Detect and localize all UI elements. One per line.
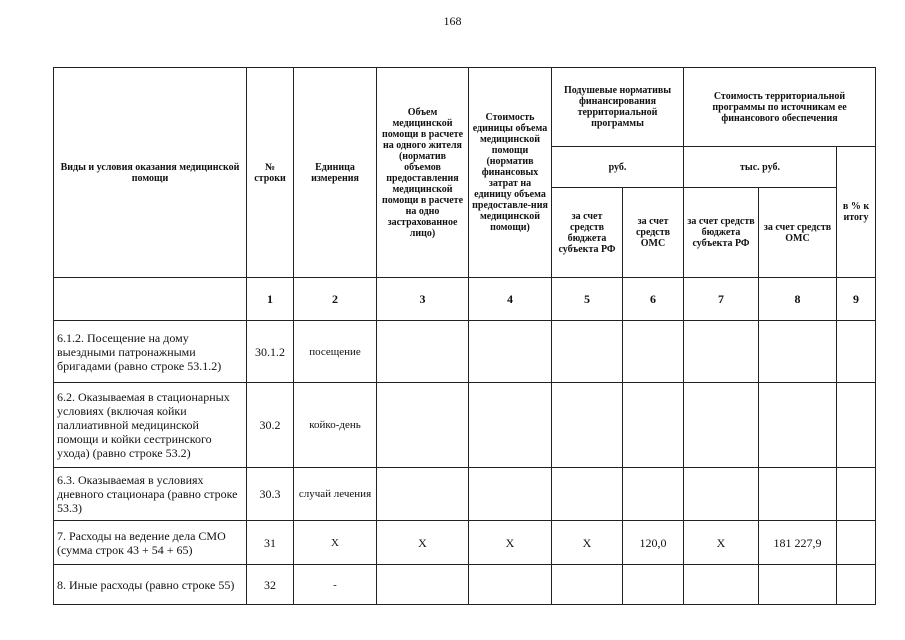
table-row bbox=[54, 321, 876, 383]
header-per-capita: Подушевые нормативы финансирования территориальной программы bbox=[552, 68, 684, 147]
column-number: 3 bbox=[377, 278, 469, 321]
row-kind: 6.3. Оказываемая в условиях дневного стационара (равно строке 53.3) bbox=[54, 468, 247, 521]
row-per-capita-oms bbox=[623, 468, 684, 521]
row-per-capita-budget bbox=[552, 468, 623, 521]
row-kind: 6.1.2. Посещение на дому выездными патронажными бригадами (равно строке 53.1.2) bbox=[54, 321, 247, 383]
header-rub: руб. bbox=[552, 147, 684, 188]
header-budget-rf-thousand: за счет средств бюджета субъекта РФ bbox=[684, 188, 759, 278]
row-unit: случай лечения bbox=[294, 468, 377, 521]
row-per-capita-budget bbox=[552, 565, 623, 605]
row-percent bbox=[837, 321, 876, 383]
row-unit: Х bbox=[294, 521, 377, 565]
column-number: 8 bbox=[759, 278, 837, 321]
row-percent bbox=[837, 383, 876, 468]
column-number: 2 bbox=[294, 278, 377, 321]
header-unit: Единица измерения bbox=[294, 68, 377, 278]
row-kind: 7. Расходы на ведение дела СМО (сумма строк 43 + 54 + 65) bbox=[54, 521, 247, 565]
header-cost: Стоимость единицы объема медицинской помощи (норматив финансовых затрат на единицу объема предоставле-ния медицинской помощи) bbox=[469, 68, 552, 278]
row-total-oms bbox=[759, 565, 837, 605]
row-per-capita-oms bbox=[623, 321, 684, 383]
row-total-oms bbox=[759, 321, 837, 383]
row-per-capita-oms bbox=[623, 383, 684, 468]
row-total-budget bbox=[684, 321, 759, 383]
column-number: 1 bbox=[247, 278, 294, 321]
row-cost: Х bbox=[469, 521, 552, 565]
column-numbers-row bbox=[54, 278, 876, 321]
row-per-capita-oms: 120,0 bbox=[623, 521, 684, 565]
row-total-oms: 181 227,9 bbox=[759, 521, 837, 565]
row-volume bbox=[377, 321, 469, 383]
table-row bbox=[54, 521, 876, 565]
column-number: 7 bbox=[684, 278, 759, 321]
row-total-oms bbox=[759, 468, 837, 521]
header-oms-thousand: за счет средств ОМС bbox=[759, 188, 837, 278]
row-cost bbox=[469, 383, 552, 468]
row-cost bbox=[469, 565, 552, 605]
column-number: 9 bbox=[837, 278, 876, 321]
row-percent bbox=[837, 521, 876, 565]
table-row bbox=[54, 468, 876, 521]
row-number: 32 bbox=[247, 565, 294, 605]
header-volume: Объем медицинской помощи в расчете на одного жителя (норматив объемов предоставления медицинской помощи в расчете на одно застрахованное лицо) bbox=[377, 68, 469, 278]
header-thousand-rub: тыс. руб. bbox=[684, 147, 837, 188]
row-number: 31 bbox=[247, 521, 294, 565]
row-total-budget bbox=[684, 468, 759, 521]
row-volume: Х bbox=[377, 521, 469, 565]
row-unit: койко-день bbox=[294, 383, 377, 468]
row-unit: - bbox=[294, 565, 377, 605]
header-percent-total: в % к итогу bbox=[837, 147, 876, 278]
column-number: 6 bbox=[623, 278, 684, 321]
financing-table bbox=[53, 67, 876, 605]
row-kind: 8. Иные расходы (равно строке 55) bbox=[54, 565, 247, 605]
column-number bbox=[54, 278, 247, 321]
row-total-oms bbox=[759, 383, 837, 468]
row-per-capita-budget bbox=[552, 383, 623, 468]
row-number: 30.3 bbox=[247, 468, 294, 521]
row-percent bbox=[837, 468, 876, 521]
row-per-capita-oms bbox=[623, 565, 684, 605]
table-row bbox=[54, 565, 876, 605]
row-cost bbox=[469, 468, 552, 521]
row-unit: посещение bbox=[294, 321, 377, 383]
row-number: 30.2 bbox=[247, 383, 294, 468]
row-kind: 6.2. Оказываемая в стационарных условиях (включая койки паллиативной медицинской помощи и койки сестринского ухода) (равно строке 53.2) bbox=[54, 383, 247, 468]
header-row-no: № строки bbox=[247, 68, 294, 278]
row-percent bbox=[837, 565, 876, 605]
row-per-capita-budget: Х bbox=[552, 521, 623, 565]
header-oms: за счет средств ОМС bbox=[623, 188, 684, 278]
row-per-capita-budget bbox=[552, 321, 623, 383]
row-volume bbox=[377, 468, 469, 521]
row-volume bbox=[377, 565, 469, 605]
column-number: 4 bbox=[469, 278, 552, 321]
page-number: 168 bbox=[443, 14, 462, 28]
header-territorial-cost: Стоимость территориальной программы по источникам ее финансового обеспечения bbox=[684, 68, 876, 147]
header-budget-rf: за счет средств бюджета субъекта РФ bbox=[552, 188, 623, 278]
table-row bbox=[54, 383, 876, 468]
row-total-budget: Х bbox=[684, 521, 759, 565]
row-total-budget bbox=[684, 383, 759, 468]
column-number: 5 bbox=[552, 278, 623, 321]
row-volume bbox=[377, 383, 469, 468]
row-total-budget bbox=[684, 565, 759, 605]
row-number: 30.1.2 bbox=[247, 321, 294, 383]
row-cost bbox=[469, 321, 552, 383]
header-kinds: Виды и условия оказания медицинской помощи bbox=[54, 68, 247, 278]
